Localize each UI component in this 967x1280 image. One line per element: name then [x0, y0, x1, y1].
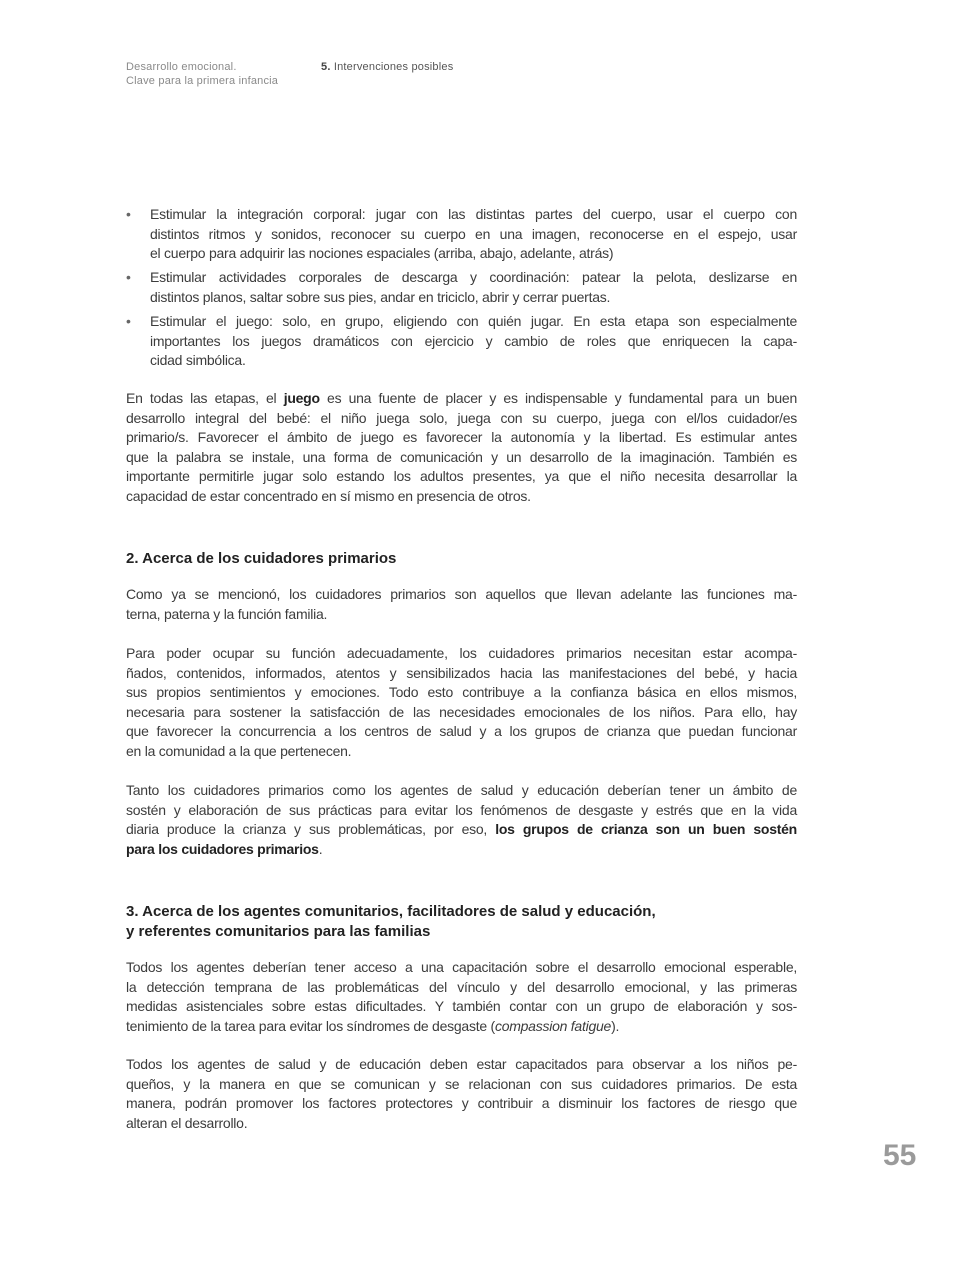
text-run: alteran el desarrollo.	[126, 1114, 248, 1131]
heading-line: 3. Acerca de los agentes comunitarios, facilitadores de salud y educación,	[126, 903, 656, 920]
text-line	[126, 467, 797, 487]
text-line	[126, 703, 797, 723]
text-run: el cuerpo para adquirir las nociones espaciales (arriba, abajo, adelante, atrás)	[150, 245, 614, 261]
text-run: terna, paterna y la función familia.	[126, 605, 328, 622]
text-line	[126, 781, 797, 801]
text-run: importantes los juegos dramáticos con ejercicio y cambio de roles que enriquecen la capa-	[150, 332, 797, 349]
text-line	[126, 1114, 797, 1134]
page-number: 55	[883, 1139, 917, 1172]
paragraph-juego	[126, 389, 797, 506]
text-run: Todos los agentes de salud y de educación deben estar capacitados para observar a los niños pe-	[126, 1056, 797, 1072]
bold-text: juego	[283, 390, 320, 406]
text-line	[126, 801, 797, 821]
text-run: Como ya se mencionó, los cuidadores primarios son aquellos que llevan adelante las funciones ma-	[126, 586, 797, 602]
text-line	[150, 205, 797, 225]
text-line	[126, 820, 797, 840]
paragraph	[126, 1055, 797, 1133]
text-line	[126, 840, 797, 860]
text-run: que la palabra se instale, una forma de comunicación y un desarrollo de la imaginación. También es	[126, 448, 797, 465]
text-run: Estimular actividades corporales de descarga y coordinación: patear la pelota, deslizarse en	[150, 269, 797, 285]
text-line	[126, 722, 797, 742]
text-run: queños, y la manera en que se comunican y se relacionan con sus cuidadores primarios. De esta	[126, 1075, 797, 1092]
text-line	[150, 332, 797, 352]
text-line	[126, 448, 797, 468]
paragraph	[126, 958, 797, 1036]
text-run: Estimular la integración corporal: jugar con las distintas partes del cuerpo, usar el cuerpo con	[150, 206, 797, 222]
text-line	[126, 742, 797, 762]
text-line	[150, 268, 797, 288]
bold-text: para los cuidadores primarios	[126, 840, 319, 857]
text-run: distintos planos, saltar sobre sus pies, andar en triciclo, abrir y cerrar puertas.	[150, 288, 611, 305]
text-line	[126, 605, 797, 625]
text-run: que favorecer la concurrencia a los centros de salud y a los grupos de crianza que puedan funcionar	[126, 723, 797, 739]
text-run: .	[318, 840, 323, 857]
text-run: importante permitirle jugar solo estando los adultos presentes, ya que el niño necesita desarrollar la	[126, 468, 797, 484]
bullet-icon: •	[126, 206, 131, 222]
heading-line: y referentes comunitarios para las familias	[126, 922, 431, 940]
text-run: cidad simbólica.	[150, 352, 246, 368]
text-line	[126, 978, 797, 998]
text-run: medidas asistenciales sobre estas dificultades. Y también contar con un grupo de elaboración y sos-	[126, 998, 797, 1014]
chapter-number: 5.	[321, 61, 331, 73]
text-run: capacidad de estar concentrado en sí mismo en presencia de otros.	[126, 487, 531, 504]
text-line	[126, 958, 797, 978]
book-title-line1: Desarrollo emocional.	[126, 61, 237, 73]
text-run: manera, podrán promover los factores protectores y contribuir a disminuir los factores de riesgo que	[126, 1095, 797, 1111]
text-run: ).	[611, 1017, 620, 1034]
text-line	[126, 644, 797, 664]
text-run: la detección temprana de las problemáticas del vínculo y del desarrollo emocional, y las primeras	[126, 978, 797, 995]
text-run: sus propios sentimientos y emociones. Todo esto contribuye a la confianza básica en ellos mismos,	[126, 684, 797, 700]
bullet-item	[126, 268, 797, 307]
text-line	[126, 997, 797, 1017]
text-run: diaria produce la crianza y sus problemáticas, por eso,	[126, 821, 496, 837]
text-run: primario/s. Favorecer el ámbito de juego es favorecer la autonomía y la libertad. Es estimular antes	[126, 429, 797, 445]
section-heading-2: 2. Acerca de los cuidadores primarios	[126, 550, 397, 567]
text-line	[126, 409, 797, 429]
paragraph	[126, 781, 797, 859]
text-run: desarrollo integral del bebé: el niño juega solo, juega con su cuerpo, juega con el/los cuidador/es	[126, 409, 797, 426]
text-line	[150, 312, 797, 332]
text-line	[126, 389, 797, 409]
text-line	[126, 664, 797, 684]
text-line	[126, 487, 797, 507]
bullet-icon: •	[126, 269, 131, 285]
text-run: distintos ritmos y sonidos, reconocer su cuerpo en una imagen, reconocerse en el espejo, usar	[150, 225, 797, 242]
text-run: Para poder ocupar su función adecuadamente, los cuidadores primarios necesitan estar acompa-	[126, 645, 797, 661]
text-line	[126, 1055, 797, 1075]
text-line	[126, 683, 797, 703]
bullet-item	[126, 205, 797, 264]
bold-text: los grupos de crianza son un buen sostén	[495, 821, 797, 837]
text-run: es una fuente de placer y es indispensable y fundamental para un buen	[319, 390, 797, 406]
text-line	[150, 351, 797, 371]
paragraph	[126, 585, 797, 624]
text-run: En todas las etapas, el	[126, 390, 284, 406]
text-line	[150, 225, 797, 245]
text-run: sostén y elaboración de sus prácticas para evitar los fenómenos de desgaste y estrés que en la vida	[126, 801, 797, 818]
text-run: tenimiento de la tarea para evitar los síndromes de desgaste (	[126, 1017, 495, 1034]
text-run: Estimular el juego: solo, en grupo, eligiendo con quién jugar. En esta etapa son especialmente	[150, 313, 797, 329]
text-run: Tanto los cuidadores primarios como los agentes de salud y educación deberían tener un ámbito de	[126, 782, 797, 798]
text-run: en la comunidad a la que pertenecen.	[126, 742, 352, 759]
text-line	[126, 585, 797, 605]
text-run: necesaria para sostener la satisfacción de las necesidades emocionales de los niños. Para ello, hay	[126, 703, 797, 720]
bullet-item	[126, 312, 797, 371]
text-line	[126, 1017, 797, 1037]
bullet-icon: •	[126, 313, 131, 329]
text-line	[150, 288, 797, 308]
text-line	[126, 1075, 797, 1095]
section-heading-3	[126, 902, 656, 941]
text-line	[126, 1094, 797, 1114]
text-run: Todos los agentes deberían tener acceso a una capacitación sobre el desarrollo emocional esperable,	[126, 959, 797, 975]
running-header-chapter	[321, 60, 453, 74]
italic-text: compassion fatigue	[494, 1017, 612, 1034]
running-header-book	[126, 60, 278, 88]
text-line	[126, 428, 797, 448]
text-line	[150, 244, 797, 264]
book-title-line2: Clave para la primera infancia	[126, 75, 279, 87]
text-run: ñados, contenidos, informados, atentos y sensibilizados hacia las manifestaciones del bebé, y hacia	[126, 664, 797, 681]
chapter-title: Intervenciones posibles	[333, 61, 454, 73]
paragraph	[126, 644, 797, 761]
